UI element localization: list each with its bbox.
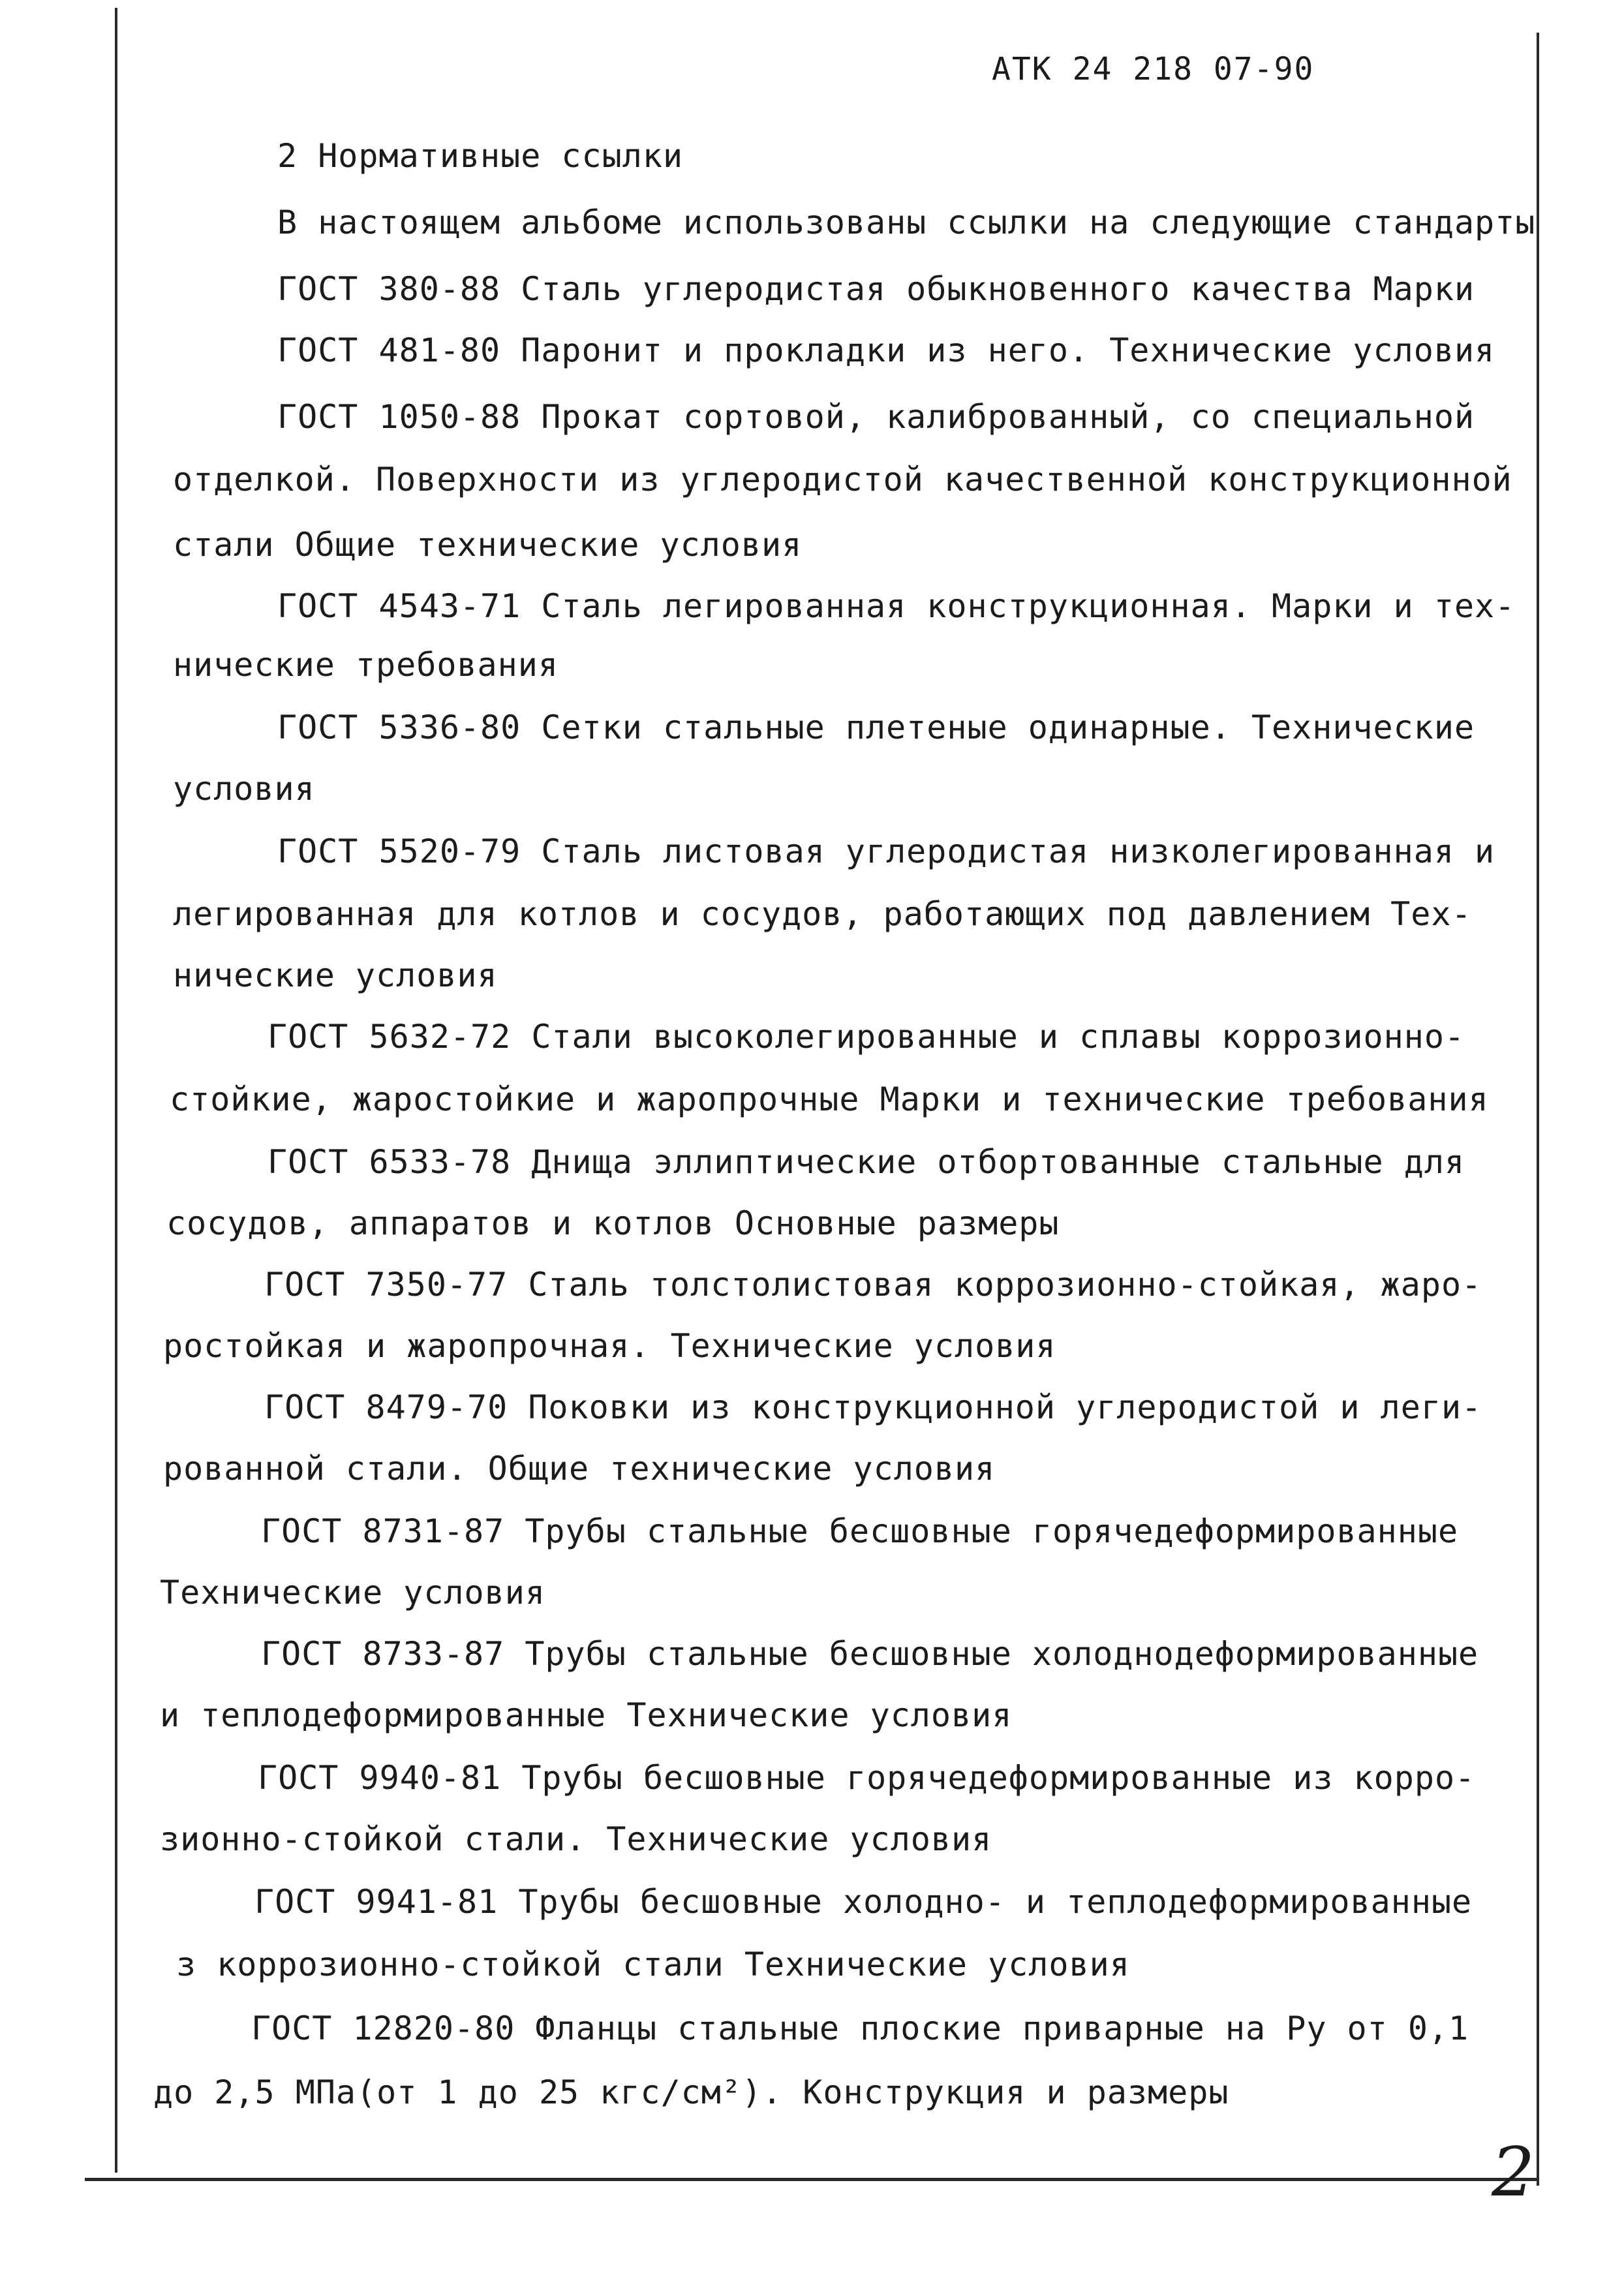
page-frame-bottom-border — [85, 2178, 1539, 2181]
text-line: условия — [173, 770, 315, 808]
page-frame-right-border — [1537, 33, 1539, 2186]
text-line: до 2,5 МПа(от 1 до 25 кгс/см²). Конструкция и размеры — [153, 2073, 1229, 2111]
text-line: ГОСТ 5336-80 Сетки стальные плетеные одинарные. Технические — [277, 709, 1475, 746]
text-line: ГОСТ 9940-81 Трубы бесшовные горячедеформированные из корро- — [258, 1759, 1476, 1797]
text-line: зионно-стойкой стали. Технические условия — [160, 1820, 992, 1858]
text-line: нические требования — [173, 646, 559, 684]
page-number: 2 — [1492, 2132, 1535, 2212]
section-title: 2 Нормативные ссылки — [277, 137, 684, 175]
text-line: рованной стали. Общие технические условия — [163, 1450, 996, 1488]
text-line: ГОСТ 8479-70 Поковки из конструкционной углеродистой и леги- — [264, 1388, 1482, 1426]
text-line: ГОСТ 5520-79 Сталь листовая углеродистая низколегированная и — [277, 833, 1495, 870]
text-line: ГОСТ 481-80 Паронит и прокладки из него. Технические условия — [277, 331, 1495, 369]
text-line: ГОСТ 1050-88 Прокат сортовой, калиброванный, со специальной — [277, 398, 1475, 436]
text-line: ГОСТ 5632-72 Стали высоколегированные и сплавы коррозионно- — [268, 1018, 1465, 1056]
text-line: отделкой. Поверхности из углеродистой качественной конструкционной — [173, 461, 1512, 498]
text-line: з коррозионно-стойкой стали Технические условия — [176, 1946, 1130, 1983]
text-line: ГОСТ 380-88 Сталь углеродистая обыкновенного качества Марки — [277, 270, 1475, 308]
text-line: ГОСТ 4543-71 Сталь легированная конструкционная. Марки и тех- — [277, 587, 1516, 625]
text-line: и теплодеформированные Технические условия — [160, 1696, 1013, 1734]
text-line: Технические условия — [160, 1574, 545, 1612]
text-line: легированная для котлов и сосудов, работающих под давлением Тех- — [173, 895, 1472, 933]
text-line: ГОСТ 6533-78 Днища эллиптические отбортованные стальные для — [268, 1143, 1465, 1181]
text-line: стали Общие технические условия — [173, 526, 803, 564]
page-frame-left-border — [115, 8, 117, 2173]
text-line: ГОСТ 9941-81 Трубы бесшовные холодно- и теплодеформированные — [254, 1883, 1473, 1921]
text-line: нические условия — [173, 956, 498, 994]
text-line: В настоящем альбоме использованы ссылки на следующие стандарты — [277, 204, 1536, 241]
text-line: ГОСТ 12820-80 Фланцы стальные плоские приварные на Ру от 0,1 — [251, 2009, 1469, 2047]
text-line: ГОСТ 8731-87 Трубы стальные бесшовные горячедеформированные — [261, 1512, 1459, 1550]
text-line: сосудов, аппаратов и котлов Основные размеры — [166, 1204, 1060, 1242]
text-line: ГОСТ 8733-87 Трубы стальные бесшовные холоднодеформированные — [261, 1635, 1479, 1673]
document-code: АТК 24 218 07-90 — [992, 51, 1315, 87]
text-line: ростойкая и жаропрочная. Технические условия — [163, 1327, 1056, 1365]
text-line: ГОСТ 7350-77 Сталь толстолистовая коррозионно-стойкая, жаро- — [264, 1266, 1482, 1304]
text-line: стойкие, жаростойкие и жаропрочные Марки и технические требования — [170, 1080, 1489, 1118]
